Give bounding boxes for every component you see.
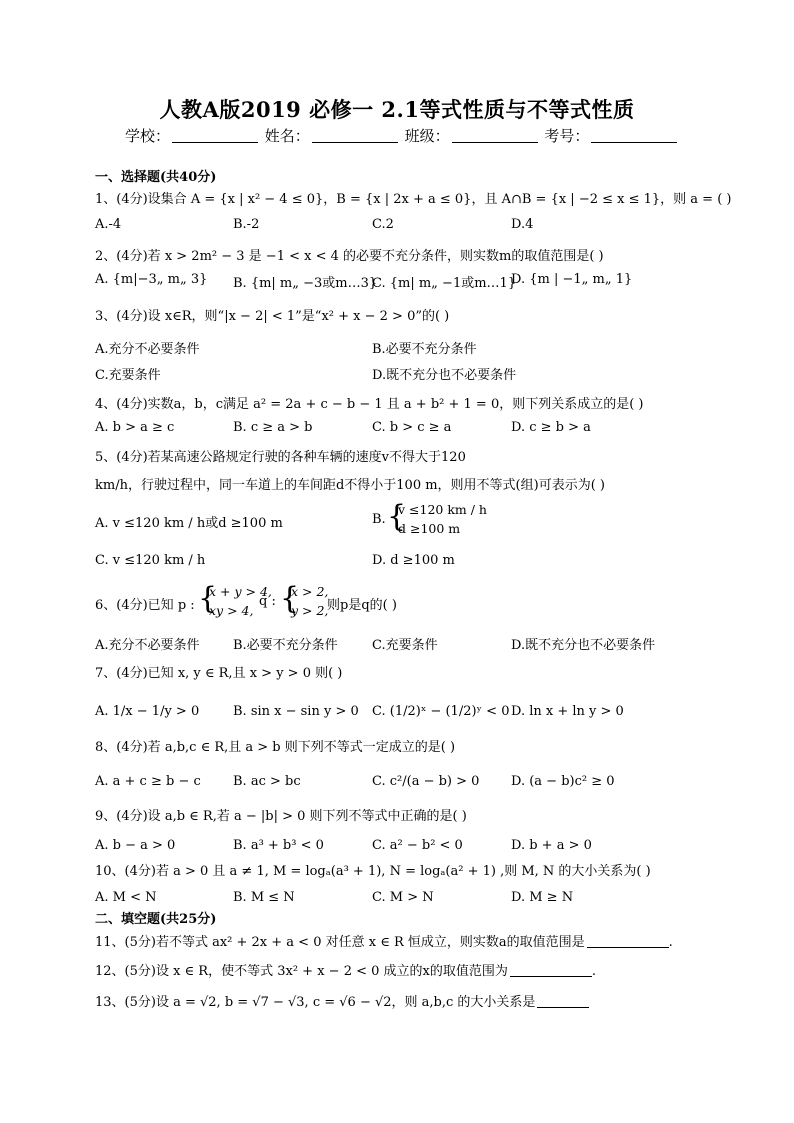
q6-option-d[interactable]: D.既不充分也不必要条件 [511,638,656,653]
class-label: 班级： [404,127,450,145]
question-9-stem: 9、(4分)设 a,b ∈ R,若 a − |b| > 0 则下列不等式中正确的是( ) [95,809,467,824]
question-13 [95,991,589,1010]
question-5-stem-line-2: km/h，行驶过程中，同一车道上的车间距d不得小于100 m，则用不等式(组)可表示为( ) [95,478,605,493]
q8-option-b[interactable]: B. ac > bc [233,774,301,789]
q1-option-c[interactable]: C.2 [372,217,394,232]
q6-q-line-1: x > 2, [291,584,329,599]
number-label: 考号： [544,127,590,145]
question-7-stem: 7、(4分)已知 x, y ∈ R,且 x > y > 0 则( ) [95,666,343,681]
q1-option-a[interactable]: A.-4 [95,217,122,232]
q10-option-a[interactable]: A. M < N [95,890,157,905]
q5-brace: { [387,499,407,534]
question-1-stem: 1、(4分)设集合 A = {x | x² − 4 ≤ 0}，B = {x | 2x + a ≤ 0}，且 A∩B = {x | −2 ≤ x ≤ 1}，则 a = ( ) [95,192,732,207]
q11-answer-blank[interactable] [587,935,669,948]
q7-option-c[interactable]: C. (1/2)ˣ − (1/2)ʸ < 0 [372,704,510,719]
section-choice-heading: 一、选择题(共40分) [95,170,217,185]
q5-option-b-line-1: v ≤120 km / h [398,502,487,517]
class-blank[interactable] [452,128,538,143]
question-5-stem-line-1: 5、(4分)若某高速公路规定行驶的各种车辆的速度v不得大于120 [95,450,466,465]
question-3-stem: 3、(4分)设 x∈R，则“|x − 2| < 1”是“x² + x − 2 > 0”的( ) [95,309,450,324]
q5-option-b[interactable] [372,499,492,538]
school-label: 学校： [125,127,171,145]
q6-option-b[interactable]: B.必要不充分条件 [233,638,338,653]
q10-option-b[interactable]: B. M ≤ N [233,890,295,905]
q5-option-b-label: B. [372,512,386,527]
q3-option-a[interactable]: A.充分不必要条件 [95,342,200,357]
q9-option-b[interactable]: B. a³ + b³ < 0 [233,838,324,853]
q3-option-c[interactable]: C.充要条件 [95,368,161,383]
question-12 [95,960,596,979]
q6-option-a[interactable]: A.充分不必要条件 [95,638,200,653]
q6-option-c[interactable]: C.充要条件 [372,638,438,653]
q10-option-d[interactable]: D. M ≥ N [511,890,574,905]
q5-option-d[interactable]: D. d ≥100 m [372,553,455,568]
student-info [125,125,679,146]
name-label: 姓名： [264,127,310,145]
q3-option-b[interactable]: B.必要不充分条件 [372,342,477,357]
q6-p-line-2: xy > 4, [209,603,254,618]
q6-suffix: 则p是q的( ) [327,598,397,613]
q12-answer-blank[interactable] [510,964,592,977]
q6-q-line-2: y > 2, [291,603,329,618]
q2-option-a[interactable]: A. {m|−3„ m„ 3} [95,272,208,287]
q5-option-b-line-2: d ≥100 m [398,521,461,536]
q8-option-c[interactable]: C. c²/(a − b) > 0 [372,774,480,789]
q4-option-b[interactable]: B. c ≥ a > b [233,420,313,435]
q7-option-b[interactable]: B. sin x − sin y > 0 [233,704,359,719]
q2-option-b[interactable]: B. {m| m„ −3或m…3} [233,276,378,291]
q6-q-brace: { [280,581,300,616]
question-8-stem: 8、(4分)若 a,b,c ∈ R,且 a > b 则下列不等式一定成立的是( ) [95,740,456,755]
section-fill-heading: 二、填空题(共25分) [95,912,217,927]
q8-option-a[interactable]: A. a + c ≥ b − c [95,774,201,789]
q5-option-c[interactable]: C. v ≤120 km / h [95,553,206,568]
question-12-stem: 12、(5分)设 x ∈ R，使不等式 3x² + x − 2 < 0 成立的x的取值范围为 [95,964,508,979]
q9-option-d[interactable]: D. b + a > 0 [511,838,592,853]
q1-option-d[interactable]: D.4 [511,217,534,232]
question-11-stem: 11、(5分)若不等式 ax² + 2x + a < 0 对任意 x ∈ R 恒成立，则实数a的取值范围是 [95,935,585,950]
q4-option-c[interactable]: C. b > c ≥ a [372,420,452,435]
question-12-end: . [591,964,596,979]
question-2-stem: 2、(4分)若 x > 2m² − 3 是 −1 < x < 4 的必要不充分条件，则实数m的取值范围是( ) [95,249,604,264]
question-10-stem: 10、(4分)若 a > 0 且 a ≠ 1, M = logₐ(a³ + 1), N = logₐ(a² + 1) ,则 M, N 的大小关系为( ) [95,864,651,879]
page-title: 人教A版2019 必修一 2.1等式性质与不等式性质 [159,97,635,122]
question-11-end: . [668,935,673,950]
q9-option-a[interactable]: A. b − a > 0 [95,838,176,853]
q2-option-c[interactable]: C. {m| m„ −1或m…1} [372,276,517,291]
question-13-stem: 13、(5分)设 a = √2, b = √7 − √3, c = √6 − √2，则 a,b,c 的大小关系是 [95,995,536,1010]
q10-option-c[interactable]: C. M > N [372,890,434,905]
q8-option-d[interactable]: D. (a − b)c² ≥ 0 [511,774,615,789]
q6-p-line-1: x + y > 4, [209,584,272,599]
name-blank[interactable] [312,128,398,143]
q6-q-label: q : [259,594,276,609]
q4-option-d[interactable]: D. c ≥ b > a [511,420,591,435]
question-11 [95,931,673,950]
q4-option-a[interactable]: A. b > a ≥ c [95,420,175,435]
question-6-stem [95,582,415,622]
number-blank[interactable] [591,128,677,143]
q7-option-a[interactable]: A. 1/x − 1/y > 0 [95,704,200,719]
q3-option-d[interactable]: D.既不充分也不必要条件 [372,368,517,383]
q13-answer-blank[interactable] [537,995,589,1008]
q5-option-a[interactable]: A. v ≤120 km / h或d ≥100 m [95,516,283,531]
q9-option-c[interactable]: C. a² − b² < 0 [372,838,463,853]
question-4-stem: 4、(4分)实数a，b，c满足 a² = 2a + c − b − 1 且 a + b² + 1 = 0，则下列关系成立的是( ) [95,397,644,412]
q6-prefix: 6、(4分)已知 p : [95,598,195,613]
q7-option-d[interactable]: D. ln x + ln y > 0 [511,704,624,719]
school-blank[interactable] [172,128,258,143]
q2-option-d[interactable]: D. {m | −1„ m„ 1} [511,272,633,287]
q1-option-b[interactable]: B.-2 [233,217,260,232]
q6-p-brace: { [198,581,218,616]
